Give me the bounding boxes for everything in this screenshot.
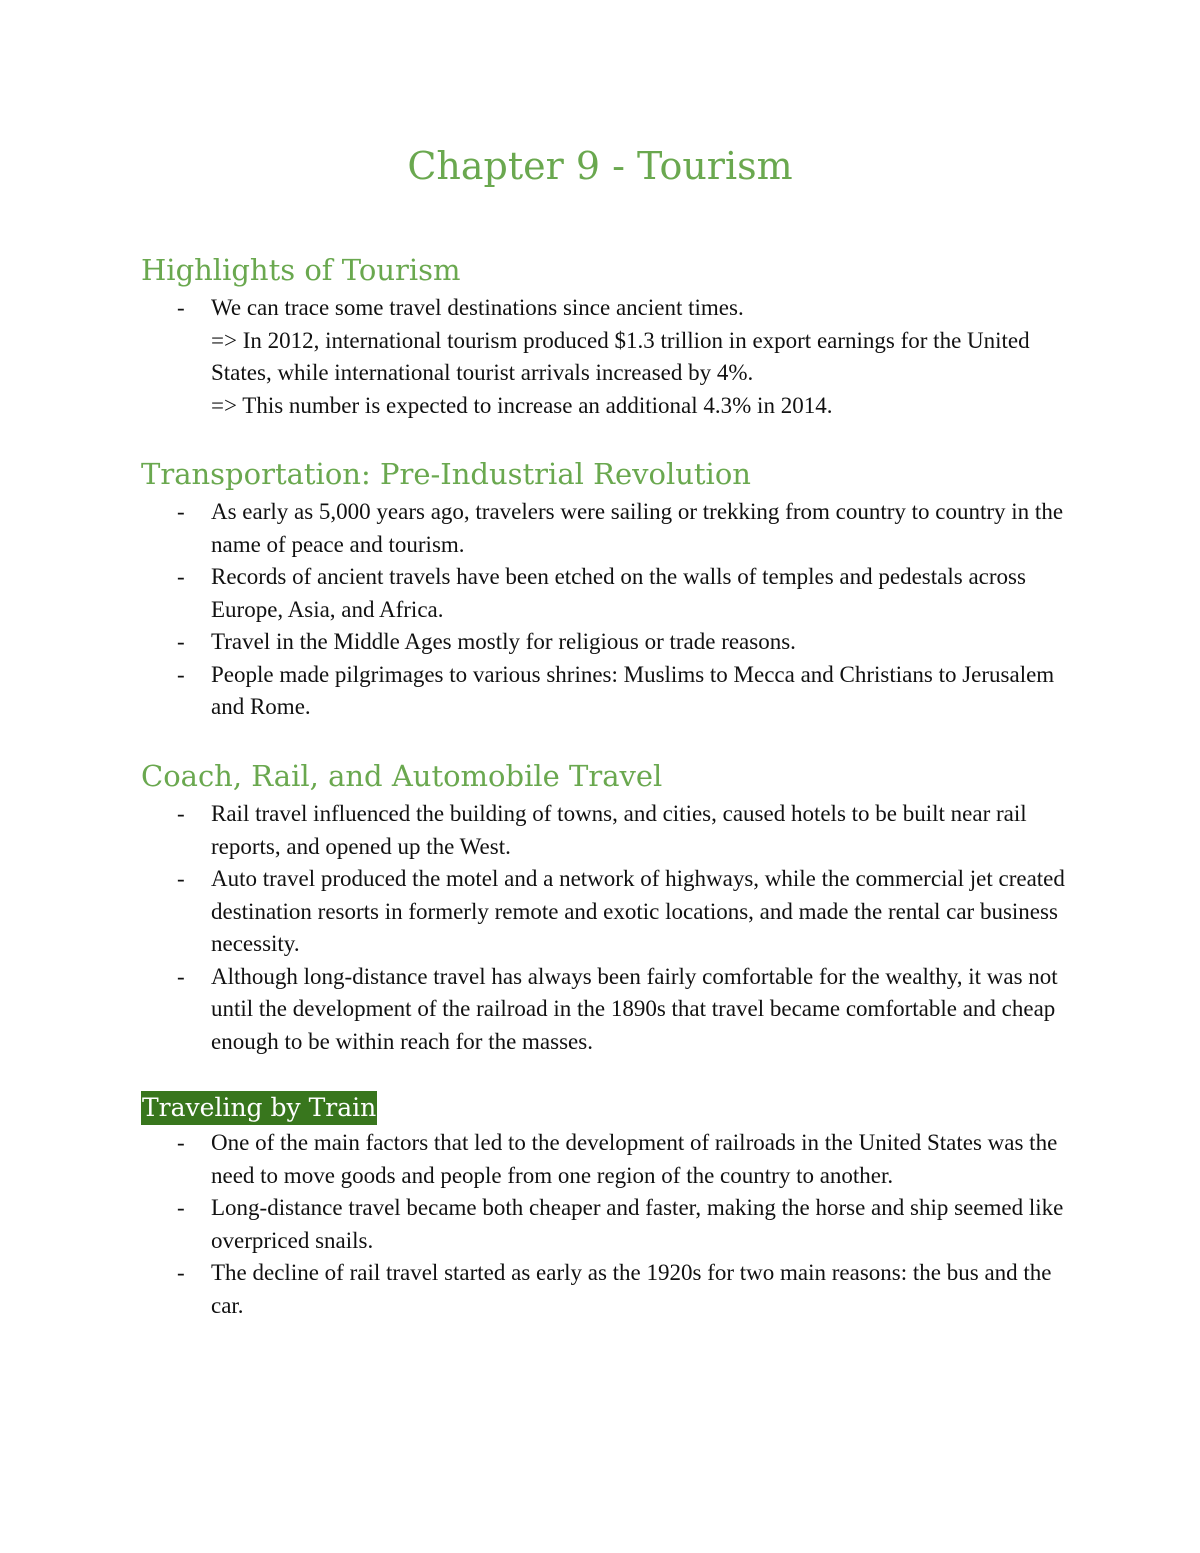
note-line: => In 2012, international tourism produced $1.3 trillion in export earnings for the United States, while international tourist arrivals increased by 4%. [211,327,1030,385]
bullet-list [141,496,1071,724]
list-item [141,496,1071,561]
bullet-list [141,1127,1071,1322]
bullet-dash: - [177,866,185,891]
list-item [141,1257,1071,1322]
bullet-dash: - [177,499,185,524]
list-item-text: One of the main factors that led to the development of railroads in the United States was the need to move goods and people from one region of the country to another. [211,1130,1058,1188]
bullet-list [141,292,1071,325]
list-item-text: We can trace some travel destinations since ancient times. [211,295,744,320]
list-item-text: Records of ancient travels have been etched on the walls of temples and pedestals across Europe, Asia, and Africa. [211,564,1026,622]
bullet-dash: - [177,295,185,320]
bullet-dash: - [177,1260,185,1285]
section-highlights [141,250,1071,422]
list-item [141,659,1071,724]
list-item-text: Travel in the Middle Ages mostly for religious or trade reasons. [211,629,796,654]
bullet-dash: - [177,661,185,687]
section-coach-rail-auto [141,756,1071,1058]
bullet-dash: - [177,963,185,989]
bullet-dash: - [177,564,185,589]
bullet-dash: - [177,1195,185,1220]
bullet-dash: - [177,801,185,826]
list-item [141,863,1071,961]
list-item-text: Long-distance travel became both cheaper and faster, making the horse and ship seemed like overpriced snails. [211,1195,1064,1253]
list-item [141,626,1071,659]
section-traveling-by-train [141,1091,1071,1322]
bullet-dash: - [177,1130,185,1155]
list-item [141,961,1071,1059]
list-item [141,561,1071,626]
chapter-title: Chapter 9 - Tourism [407,144,793,188]
section-heading: Coach, Rail, and Automobile Travel [141,759,663,793]
list-item-text: Although long-distance travel has always been fairly comfortable for the wealthy, it was not until the development of the railroad in the 1890s that travel became comfortable and cheap enough to be within reach for the masses. [211,963,1058,1054]
section-transportation [141,454,1071,724]
list-item [141,1192,1071,1257]
section-heading: Transportation: Pre-Industrial Revolution [141,457,751,491]
list-item-text: People made pilgrimages to various shrines: Muslims to Mecca and Christians to Jerusalem and Rome. [211,661,1055,719]
list-item [141,1127,1071,1192]
section-heading: Highlights of Tourism [141,253,461,287]
list-item-text: As early as 5,000 years ago, travelers were sailing or trekking from country to country in the name of peace and tourism. [211,499,1064,557]
list-item-text: The decline of rail travel started as early as the 1920s for two main reasons: the bus and the car. [211,1260,1052,1318]
list-item-text: Rail travel influenced the building of towns, and cities, caused hotels to be built near rail reports, and opened up the West. [211,801,1027,859]
list-item [141,292,1071,325]
section-heading-highlighted: Traveling by Train [141,1091,377,1125]
bullet-dash: - [177,629,185,654]
note-line: => This number is expected to increase an additional 4.3% in 2014. [211,392,833,418]
bullet-list [141,798,1071,1058]
list-item [141,798,1071,863]
list-item-text: Auto travel produced the motel and a network of highways, while the commercial jet created destination resorts in formerly remote and exotic locations, and made the rental car business necessity. [211,866,1065,956]
